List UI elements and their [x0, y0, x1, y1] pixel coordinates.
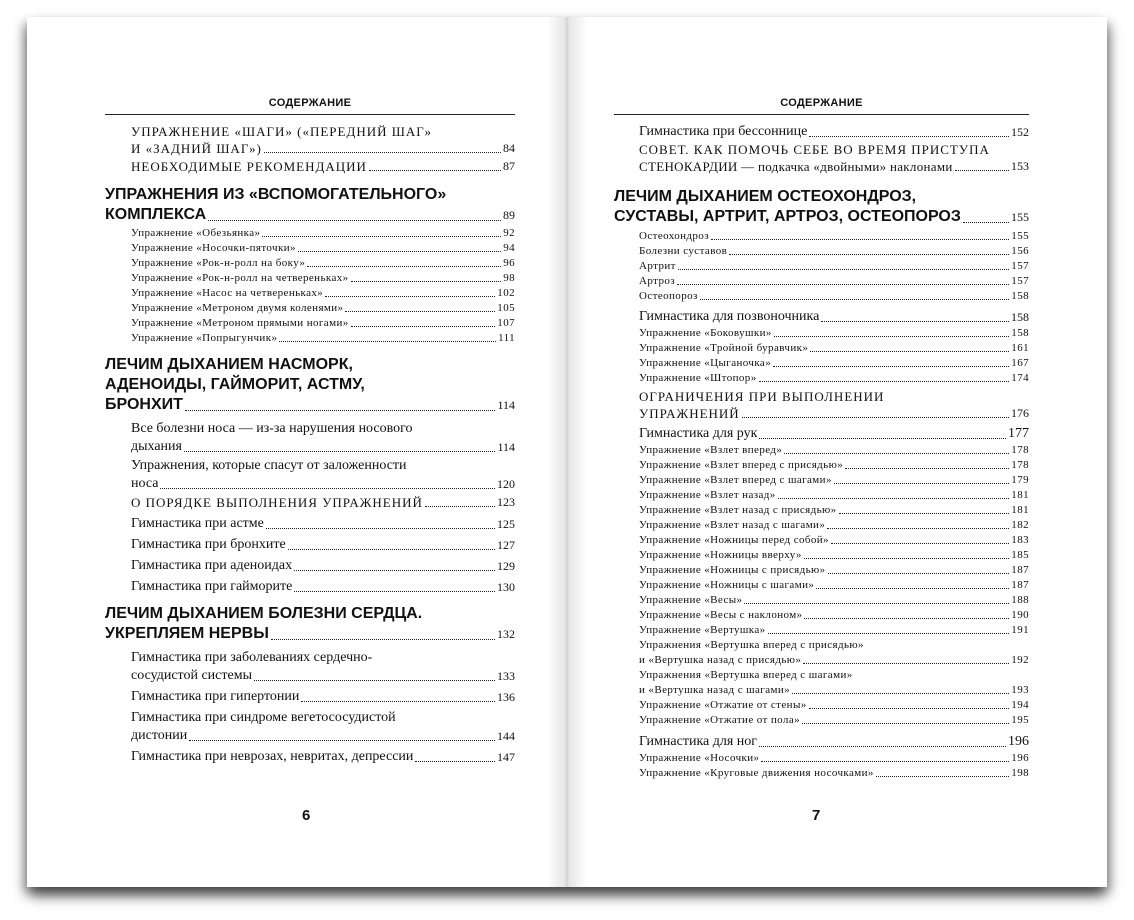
toc-entry: Гимнастика для ног 196 [639, 734, 1029, 749]
toc-entry: Остеопороз 158 [639, 290, 1029, 302]
toc-entry: СОВЕТ. КАК ПОМОЧЬ СЕБЕ ВО ВРЕМЯ ПРИСТУПА СТЕНОКАРДИИ — подкачка «двойными» наклонами 153 [639, 142, 1029, 174]
toc-entry: О ПОРЯДКЕ ВЫПОЛНЕНИЯ УПРАЖНЕНИЙ 123 [131, 495, 515, 510]
toc-entry: Упражнение «Отжатие от пола» 195 [639, 714, 1029, 726]
toc-entry: Упражнение «Носочки» 196 [639, 752, 1029, 764]
left-page-number: 6 [302, 807, 311, 824]
toc-entry: Гимнастика при гайморите 130 [131, 579, 515, 594]
toc-entry: Упражнение «Рок-н-ролл на боку» 96 [131, 257, 515, 269]
toc-entry: Гимнастика при аденоидах 129 [131, 558, 515, 573]
toc-entry: Упражнение «Взлет вперед» 178 [639, 444, 1029, 456]
toc-entry: Упражнение «Носочки-пяточки» 94 [131, 242, 515, 254]
toc-entry: Упражнение «Весы» 188 [639, 594, 1029, 606]
toc-entry: Упражнение «Взлет вперед с присядью» 178 [639, 459, 1029, 471]
toc-section: ЛЕЧИМ ДЫХАНИЕМ НАСМОРК, АДЕНОИДЫ, ГАЙМОРИТ, АСТМУ, БРОНХИТ 114 [105, 356, 515, 413]
toc-entry: Гимнастика для рук 177 [639, 426, 1029, 441]
toc-entry: Гимнастика для позвоночника 158 [639, 309, 1029, 324]
toc-section: УПРАЖНЕНИЯ ИЗ «ВСПОМОГАТЕЛЬНОГО» КОМПЛЕКСА 89 [105, 186, 515, 223]
toc-entry: Гимнастика при бронхите 127 [131, 537, 515, 552]
toc-entry: Артроз 157 [639, 275, 1029, 287]
toc-entry: Упражнение «Ножницы с присядью» 187 [639, 564, 1029, 576]
toc-entry: ОГРАНИЧЕНИЯ ПРИ ВЫПОЛНЕНИИ УПРАЖНЕНИЙ 176 [639, 389, 1029, 421]
toc-entry: Упражнения «Вертушка вперед с присядью» и «Вертушка назад с присядью» 192 [639, 639, 1029, 666]
toc-entry: Упражнение «Круговые движения носочками» 198 [639, 767, 1029, 779]
toc-entry: Упражнение «Боковушки» 158 [639, 327, 1029, 339]
toc-entry: Упражнение «Ножницы перед собой» 183 [639, 534, 1029, 546]
right-toc [614, 123, 1029, 781]
toc-section: ЛЕЧИМ ДЫХАНИЕМ БОЛЕЗНИ СЕРДЦА. УКРЕПЛЯЕМ НЕРВЫ 132 [105, 605, 515, 642]
toc-entry: Гимнастика при синдроме вегетососудистой дистонии 144 [131, 710, 515, 743]
toc-entry: Упражнение «Обезьянка» 92 [131, 227, 515, 239]
toc-entry: Все болезни носа — из-за нарушения носового дыхания 114 [131, 421, 515, 454]
toc-entry: Гимнастика при астме 125 [131, 516, 515, 531]
toc-entry: Упражнение «Отжатие от стены» 194 [639, 699, 1029, 711]
toc-entry: Упражнение «Взлет назад с шагами» 182 [639, 519, 1029, 531]
right-page-number: 7 [812, 807, 821, 824]
toc-entry: Упражнение «Весы с наклоном» 190 [639, 609, 1029, 621]
toc-entry: Упражнение «Вертушка» 191 [639, 624, 1029, 636]
toc-entry: Упражнения, которые спасут от заложенности носа 120 [131, 458, 515, 491]
toc-entry: УПРАЖНЕНИЕ «ШАГИ» («ПЕРЕДНИЙ ШАГ» И «ЗАДНИЙ ШАГ») 84 [131, 124, 515, 156]
toc-entry: Гимнастика при заболеваниях сердечно- сосудистой системы 133 [131, 650, 515, 683]
right-header-rule [614, 114, 1029, 115]
toc-entry: Упражнения «Вертушка вперед с шагами» и «Вертушка назад с шагами» 193 [639, 669, 1029, 696]
left-toc [105, 123, 515, 766]
toc-entry: Упражнение «Метроном прямыми ногами» 107 [131, 317, 515, 329]
toc-entry: Упражнение «Взлет назад с присядью» 181 [639, 504, 1029, 516]
toc-entry: Упражнение «Метроном двумя коленями» 105 [131, 302, 515, 314]
left-header-rule [105, 114, 515, 115]
toc-section: ЛЕЧИМ ДЫХАНИЕМ ОСТЕОХОНДРОЗ, СУСТАВЫ, АРТРИТ, АРТРОЗ, ОСТЕОПОРОЗ 155 [614, 188, 1029, 225]
toc-entry: Упражнение «Ножницы вверху» 185 [639, 549, 1029, 561]
toc-entry: Гимнастика при неврозах, невритах, депрессии 147 [131, 749, 515, 764]
toc-entry: Упражнение «Цыганочка» 167 [639, 357, 1029, 369]
toc-entry: НЕОБХОДИМЫЕ РЕКОМЕНДАЦИИ 87 [131, 159, 515, 174]
toc-entry: Гимнастика при гипертонии 136 [131, 689, 515, 704]
toc-entry: Упражнение «Рок-н-ролл на четвереньках» 98 [131, 272, 515, 284]
right-page-header: СОДЕРЖАНИЕ [780, 97, 863, 109]
toc-entry: Упражнение «Взлет вперед с шагами» 179 [639, 474, 1029, 486]
toc-entry: Артрит 157 [639, 260, 1029, 272]
toc-entry: Упражнение «Ножницы с шагами» 187 [639, 579, 1029, 591]
toc-entry: Гимнастика при бессоннице 152 [639, 124, 1029, 139]
left-page [27, 17, 567, 887]
toc-entry: Упражнение «Штопор» 174 [639, 372, 1029, 384]
toc-entry: Остеохондроз 155 [639, 230, 1029, 242]
toc-entry: Упражнение «Попрыгунчик» 111 [131, 332, 515, 344]
left-page-header: СОДЕРЖАНИЕ [268, 97, 352, 109]
toc-entry: Упражнение «Насос на четвереньках» 102 [131, 287, 515, 299]
book-spread [27, 17, 1107, 887]
toc-entry: Упражнение «Тройной буравчик» 161 [639, 342, 1029, 354]
right-page [567, 17, 1107, 887]
toc-entry: Болезни суставов 156 [639, 245, 1029, 257]
toc-entry: Упражнение «Взлет назад» 181 [639, 489, 1029, 501]
